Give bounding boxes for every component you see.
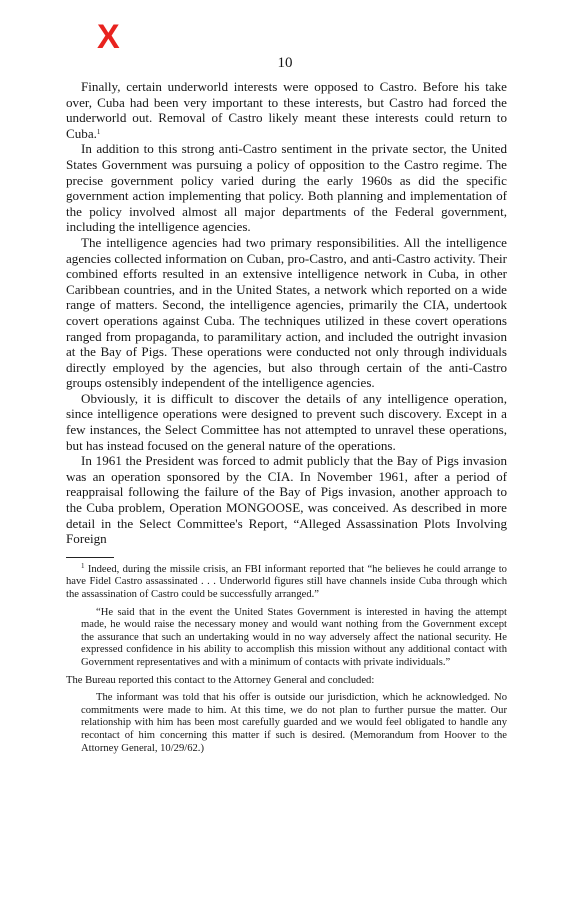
paragraph-text: Finally, certain underworld interests were opposed to Castro. Before his take over, Cuba had been very important to these interests, but Castro had forced the underworld out. Removal of Castro likely meant these interests could return to Cuba. xyxy=(66,79,507,141)
page-text xyxy=(66,79,507,760)
body-paragraph-2: In addition to this strong anti-Castro sentiment in the private sector, the United States Government was pursuing a policy of opposition to the Castro regime. The precise government policy varied during the early 1960s as did the specific government action implementing that policy. Both planning and implementation of the policy involved almost all major departments of the Federal government, including the intelligence agencies. xyxy=(66,141,507,235)
footnote-quote-1: “He said that in the event the United States Government is interested in having the attempt made, he would raise the necessary money and would want nothing from the Government except the assurance that such an undertaking would in no way adversely affect the national security. He expressed confidence in his ability to accomplish this mission without any additional contact with Government representatives and with a minimum of contacts with private individuals.” xyxy=(81,606,507,668)
footnote-reference: 1 xyxy=(96,127,101,136)
footnote-intro-text: Indeed, during the missile crisis, an FBI informant reported that “he believes he could arrange to have Fidel Castro assassinated . . . Underworld figures still have channels inside Cuba through which the assassination of Castro could be successfully arranged.” xyxy=(66,563,507,600)
footnote-divider xyxy=(66,557,114,558)
footnote-intro xyxy=(66,561,507,602)
page-number: 10 xyxy=(277,55,293,71)
body-paragraph-5: In 1961 the President was forced to admit publicly that the Bay of Pigs invasion was an operation sponsored by the CIA. In November 1961, after a period of reappraisal following the failure of the Bay of Pigs invasion, another approach to the Cuba problem, Operation MONGOOSE, was conceived. As described in more detail in the Select Committee's Report, “Alleged Assassination Plots Involving Foreign xyxy=(66,453,507,547)
footnote xyxy=(66,561,507,755)
body-paragraph-3: The intelligence agencies had two primary responsibilities. All the intelligence agencies collected information on Cuban, pro-Castro, and anti-Castro activity. Their combined efforts resulted in an extensive intelligence network in Cuba, in other Caribbean countries, and in the United States, a network which reported on a wide range of matters. Second, the intelligence agencies, primarily the CIA, undertook covert operations against Cuba. The techniques utilized in these covert operations ranged from propaganda, to paramilitary action, and included the outright invasion at the Bay of Pigs. These operations were conducted not only through individuals directly employed by the agencies, but also through certain of the anti-Castro groups ostensibly independent of the intelligence agencies. xyxy=(66,234,507,391)
footnote-marker: 1 xyxy=(81,561,85,570)
footnote-middle-text: The Bureau reported this contact to the Attorney General and concluded: xyxy=(66,674,375,686)
body-paragraph-1 xyxy=(66,79,507,141)
body-paragraph-4: Obviously, it is difficult to discover the details of any intelligence operation, since intelligence operations were designed to prevent such discovery. Except in a few instances, the Select Committee has not attempted to unravel these operations, but has instead focused on the general nature of the operations. xyxy=(66,390,507,453)
red-x-mark: X xyxy=(97,18,120,56)
footnote-quote-2: The informant was told that his offer is outside our jurisdiction, which he acknowledged. No commitments were made to him. At this time, we do not plan to further pursue the matter. Our relationship with him has been most carefully guarded and we would feel obligated to handle any recontact of him concerning this matter if such is desired. (Memorandum from Hoover to the Attorney General, 10/29/62.) xyxy=(81,692,507,754)
